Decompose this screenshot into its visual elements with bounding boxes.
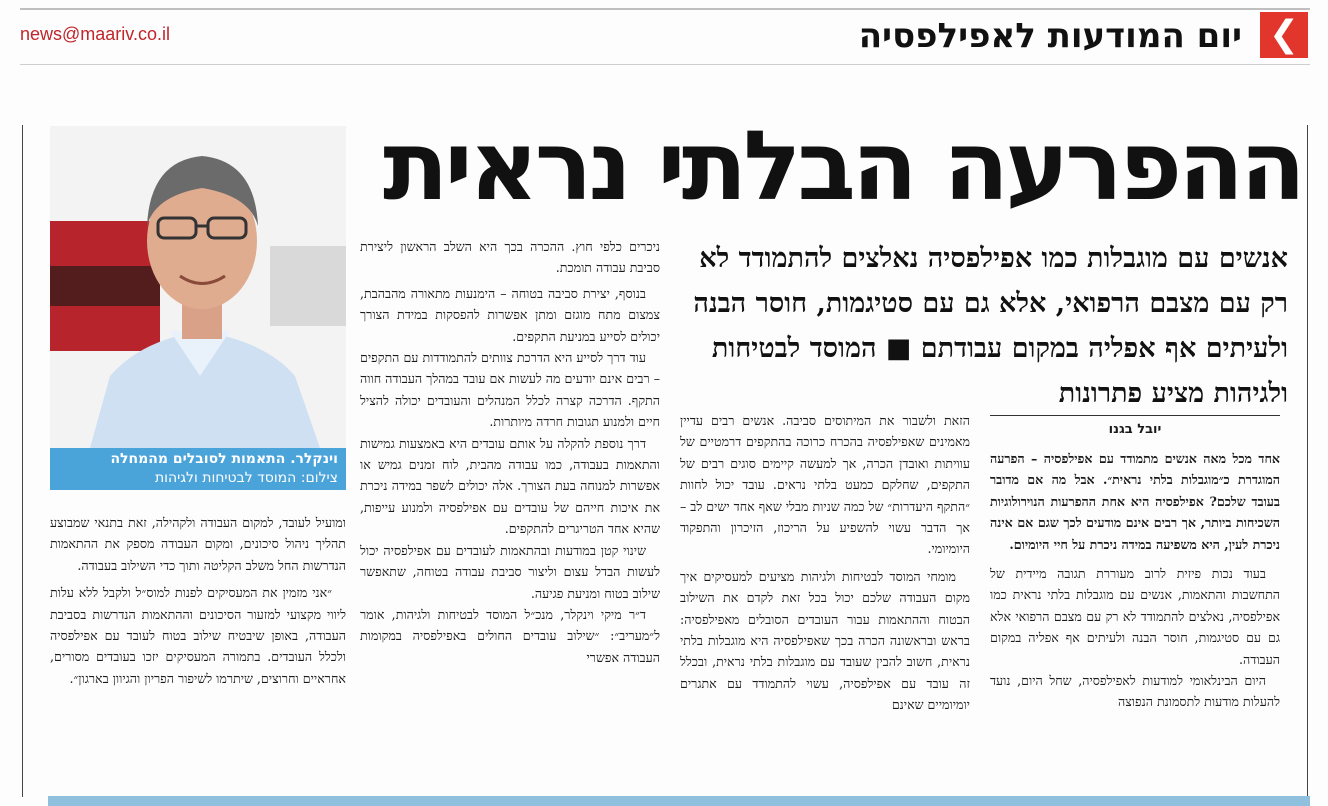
- photo-credit: צילום: המוסד לבטיחות ולגיהות: [154, 470, 338, 486]
- article-column-1: [990, 448, 1280, 793]
- paragraph: ״אני מזמין את המעסיקים לפנות למוס״ל ולקבל ללא עלות ליווי מקצועי למזעור הסיכונים וההתאמות הנדרשות בסביבת העבודה, באופן שיבטיח שילוב בטוח לעובד עם אפילפסיה ולכלל העובדים. בתמורה המעסיקים יזכו בעובדים מסורים, אחראיים וחרוצים, שיתרמו לשיפור הפריון והגיוון בארגון״.: [50, 585, 346, 686]
- section-title: יום המודעות לאפילפסיה: [858, 16, 1242, 56]
- article-column-3: [360, 236, 660, 796]
- article-subheadline: אנשים עם מוגבלות כמו אפילפסיה נאלצים להתמודד לא רק עם מצבם הרפואי, אלא גם עם סטיגמות, חוסר הבנה ולעיתים אף אפליה במקום עבודתם ■ המוסד לבטיחות ולגיהות מציע פתרונות: [693, 243, 1288, 409]
- byline-rule: [990, 415, 1280, 416]
- paragraph: ד״ר מיקי וינקלר, מנכ״ל המוסד לבטיחות ולגיהות, אומר ל״מעריב״: ״שילוב עובדים החולים באפילפסיה במקומות העבודה אפשרי: [360, 606, 660, 665]
- bottom-bar: [48, 796, 1310, 806]
- paragraph: הזאת ולשבור את המיתוסים סביבה. אנשים רבים עדיין מאמינים שאפילפסיה בהכרח כרוכה בהתקפים דרמטיים של עוויתות ואובדן הכרה, אך למעשה קיימים סוגים רבים של התקפים, שחלקם כמעט בלתי נראים. עובד יכול לחוות ״התקף היעדרות״ של כמה שניות מבלי שאף אחד ישים לב – אך הדבר עשוי להשפיע על הריכוז, הזיכרון והתפקוד היומיומי.: [680, 413, 970, 557]
- article-column-4: [50, 512, 346, 796]
- page-left-rule: [22, 125, 23, 797]
- paragraph: ניכרים כלפי חוץ. ההכרה בכך היא השלב הראשון ליצירת סביבת עבודה תומכת.: [360, 239, 660, 276]
- paragraph: בעוד נכות פיזית לרוב מעוררת תגובה מיידית של התחשבות והתאמות, אנשים עם מוגבלות בלתי נראית כמו אפילפסיה, נאלצים להתמודד לא רק עם מצבם הרפואי אלא גם עם סטיגמות, חוסר הבנה ולעיתים אף אפליה במקום העבודה.: [990, 566, 1280, 667]
- paragraph: עוד דרך לסייע היא הדרכת צוותים להתמודדות עם התקפים – רבים אינם יודעים מה לעשות אם עובד במהלך העבודה חווה התקף. הדרכה קצרה לכלל המנהלים והעובדים יכולה להציל חיים ולמנוע תגובות חרדה מיותרות.: [360, 350, 660, 430]
- paragraph: מומחי המוסד לבטיחות ולגיהות מציעים למעסיקים איך מקום העבודה שלכם יכול בכל זאת לקדם את השילוב הבטוח וההתאמות עבור העובדים הסובלים מאפילפסיה: בראש ובראשונה הכרה בכך שאפילפסיה היא מוגבלות בלתי נראית, חשוב להבין שעובד עם מוגבלות בלתי נראית, ובכלל זה עובד עם אפילפסיה, עשוי להתמודד עם אתגרים יומיומיים שאינם: [680, 568, 970, 713]
- article-headline: ההפרעה הבלתי נראית: [382, 110, 1302, 222]
- paragraph: שינוי קטן במודעות ובהתאמות לעובדים עם אפילפסיה יכול לעשות הבדל עצום וליצור סביבת עבודה בטוחה, שתאפשר שילוב בטוח ומניעת פגיעה.: [360, 542, 660, 601]
- portrait-photo: [50, 126, 346, 448]
- paragraph: ומועיל לעובד, למקום העבודה ולקהילה, זאת בתנאי שמבוצע תהליך ניהול סיכונים, ומקום העבודה מספק את ההתאמות הנדרשות החל משלב הקליטה ותוך כדי השילוב בעבודה.: [50, 515, 346, 573]
- paragraph: בנוסף, יצירת סביבה בטוחה – הימנעות מתאורה מהבהבת, צמצום מתח מוגזם ומתן אפשרות להפסקות במידת הצורך יכולים לסייע במניעת התקפים.: [360, 285, 660, 344]
- top-rule: [20, 8, 1310, 10]
- article-column-2: [680, 410, 970, 795]
- header-divider: [20, 64, 1310, 65]
- page-right-rule: [1307, 125, 1308, 797]
- article-intro: אחד מכל מאה אנשים מתמודד עם אפילפסיה – הפרעה המוגדרת כ״מוגבלות בלתי נראית״. אבל מה אם מדובר בעובד שלכם? אפילפסיה היא אחת ההפרעות הנוירולוגיות השכיחות ביותר, אך רבים אינם מודעים לכך שגם אם אינה ניכרת לעין, היא משפיעה במידה ניכרת על חיי היומיום.: [990, 451, 1280, 552]
- paragraph: דרך נוספת להקלה על אותם עובדים היא באמצעות גמישות והתאמות בעבודה, כמו עבודה מהבית, לוח זמנים גמיש או אפשרות למנוחה בעת הצורך. אלה יכולים לשפר במידה ניכרת את איכות חייהם של עובדים עם אפילפסיה ולמנוע עייפות, שהיא אחד הטריגרים להתקפים.: [360, 435, 660, 537]
- paragraph: היום הבינלאומי למודעות לאפילפסיה, שחל היום, נועד להעלות מודעות לתסמונת הנפוצה: [990, 673, 1280, 710]
- contact-email[interactable]: news@maariv.co.il: [20, 24, 170, 44]
- photo-caption-name: וינקלר. התאמות לסובלים מהמחלה: [110, 451, 338, 467]
- byline: יובל בגנו: [1108, 422, 1162, 437]
- photo-caption: [50, 448, 346, 490]
- chevron-left-icon[interactable]: ❮: [1260, 12, 1308, 58]
- portrait-illustration: [50, 126, 346, 448]
